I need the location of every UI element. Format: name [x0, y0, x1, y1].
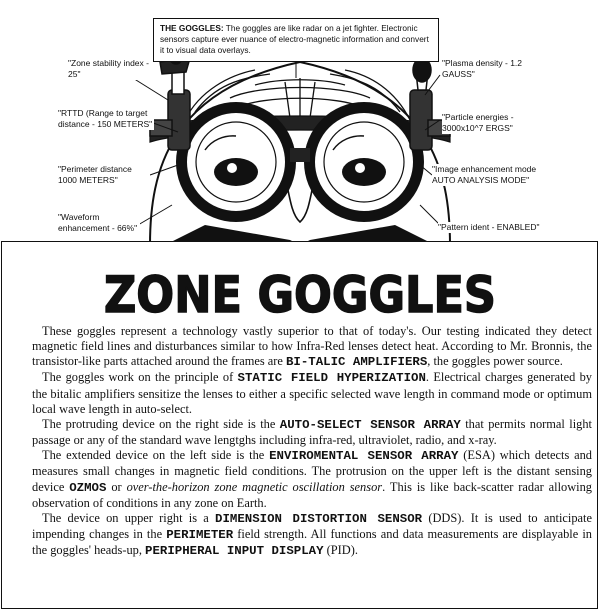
bold-term: ENVIROMENTAL SENSOR ARRAY: [269, 449, 459, 464]
panel-title-text: ZONE GOGGLES: [104, 266, 496, 324]
callout-pattern: "Pattern ident - ENABLED": [438, 222, 548, 233]
callout-waveform: "Waveform enhancement - 66%": [58, 212, 140, 234]
callout-image-mode: "Image enhancement mode AUTO ANALYSIS MODE": [432, 164, 546, 186]
left-lens: [176, 102, 296, 222]
paragraph-text: The protruding device on the right side is the: [42, 416, 280, 431]
paragraph-text: The goggles work on the principle of: [42, 370, 238, 385]
left-sensor-device: [150, 52, 190, 150]
paragraph-text: that permits normal light passage or any of the standard wave lengtghs including infra-red, ultraviolet, radio, and x-ray.: [32, 416, 592, 448]
paragraph-text: . Electrical charges generated by the bitalic amplifiers sensitize the lenses to either a specific selected wave length in command mode or optimum local wave length in auto-select.: [32, 370, 592, 416]
paragraph-text: (ESA) which detects and measures small changes in magnetic field conditions. The protrusion on the upper left is the distant sensing device: [32, 448, 592, 494]
paragraph-text: The extended device on the left side is the: [42, 448, 270, 463]
paragraph-text: . This is like back-scatter radar allowing observation of conditions in any zone on Earth.: [32, 479, 592, 510]
callout-rttd: "RTTD (Range to target distance - 150 METERS": [58, 108, 153, 129]
article-paragraph: [32, 417, 592, 448]
callout-particle: "Particle energies - 3000x10^7 ERGS": [442, 112, 546, 134]
bold-term: AUTO-SELECT SENSOR ARRAY: [279, 417, 461, 432]
article-paragraph: [32, 370, 592, 416]
paragraph-text: (DDS). It is used to anticipate impending changes in the: [32, 510, 592, 542]
paragraph-text: These goggles represent a technology vastly superior to that of today's. Our testing indicated they detect magnetic field lines and disturbances similar to how Infra-Red lenses detect heat. According to Mr. Bronnis, the transistor-like parts attached around the frames are: [32, 324, 592, 369]
goggles-description-box: [153, 18, 439, 62]
paragraph-text: field strength. All functions and data measurements are displayable in the goggles' heads-up,: [32, 527, 592, 558]
bold-term: PERIMETER: [166, 528, 234, 543]
italic-term: over-the-horizon zone magnetic oscillation sensor: [126, 479, 383, 494]
bold-term: BI-TALIC AMPLIFIERS: [286, 355, 428, 370]
callout-zone-stability: "Zone stability index - 25": [68, 58, 149, 79]
zone-goggles-panel: [1, 241, 598, 609]
paragraph-text: The device on upper right is a: [42, 510, 216, 525]
article-paragraph: [32, 511, 592, 559]
callout-perimeter: "Perimeter distance 1000 METERS": [58, 164, 150, 186]
bold-term: PERIPHERAL INPUT DISPLAY: [145, 544, 324, 559]
bold-term: DIMENSION DISTORTION SENSOR: [215, 511, 423, 526]
goggles-box-text: The goggles are like radar on a jet fighter. Electronic sensors capture ever nuance of electro-magnetic information and convert it to visual data overlays.: [160, 23, 429, 55]
paragraph-text: (PID).: [323, 543, 358, 558]
panel-title: [101, 266, 499, 324]
right-lens: [304, 102, 424, 222]
goggles-box-title: THE GOGGLES:: [160, 23, 224, 33]
article-paragraph: [32, 448, 592, 511]
article-body: [32, 324, 592, 559]
bold-term: OZMOS: [69, 480, 107, 495]
bold-term: STATIC FIELD HYPERIZATION: [237, 371, 426, 386]
article-paragraph: [32, 324, 592, 370]
paragraph-text: or: [106, 479, 127, 494]
callout-plasma: "Plasma density - 1.2 GAUSS": [442, 58, 538, 80]
paragraph-text: , the goggles power source.: [427, 354, 563, 369]
